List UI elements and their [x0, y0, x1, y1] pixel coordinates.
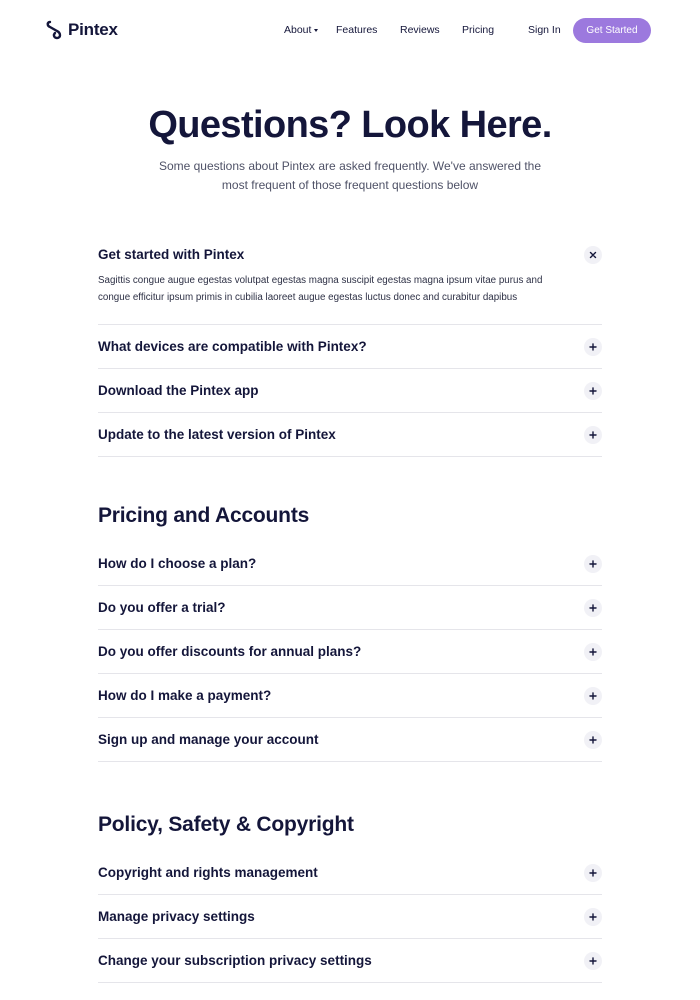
- plus-icon[interactable]: [584, 952, 602, 970]
- faq-question-toggle[interactable]: [98, 233, 602, 276]
- faq-question: Do you offer a trial?: [98, 600, 226, 615]
- sign-in-link[interactable]: [528, 24, 561, 36]
- faq-question: Do you offer discounts for annual plans?: [98, 644, 362, 659]
- faq-item: [98, 674, 602, 718]
- nav-pricing-label: Pricing: [462, 24, 495, 36]
- faq-item: [98, 369, 602, 413]
- faq-question-toggle[interactable]: [98, 586, 602, 629]
- faq-item: [98, 542, 602, 586]
- faq-question: Get started with Pintex: [98, 247, 245, 262]
- faq-item: [98, 851, 602, 895]
- faq-question-toggle[interactable]: [98, 895, 602, 938]
- nav-about[interactable]: [284, 24, 318, 36]
- sign-in-label: Sign In: [528, 24, 561, 36]
- faq-question-toggle[interactable]: [98, 851, 602, 894]
- nav-features[interactable]: [336, 24, 377, 36]
- plus-icon[interactable]: [584, 731, 602, 749]
- site-header: [0, 0, 700, 62]
- nav-about-label: About: [284, 24, 312, 36]
- faq-answer-line: Sagittis congue augue egestas volutpat egestas magna suscipit egestas magna ipsum vitae purus and: [98, 275, 543, 286]
- faq-item: [98, 325, 602, 369]
- page-subtitle: [150, 157, 550, 195]
- plus-icon[interactable]: [584, 908, 602, 926]
- faq-question: How do I make a payment?: [98, 688, 272, 703]
- faq-answer-line: congue efficitur ipsum primis in cubilia laoreet augue egestas luctus donec and curabitur dapibus: [98, 292, 518, 303]
- faq-question: Change your subscription privacy settings: [98, 953, 372, 968]
- page-title: Questions? Look Here.: [148, 104, 552, 146]
- faq-group-pricing: [98, 542, 602, 762]
- plus-icon[interactable]: [584, 864, 602, 882]
- nav-features-label: Features: [336, 24, 378, 36]
- faq-question-toggle[interactable]: [98, 369, 602, 412]
- subtitle-line: most frequent of those frequent questions below: [221, 178, 479, 192]
- faq-question-toggle[interactable]: [98, 413, 602, 456]
- faq-question: Sign up and manage your account: [98, 732, 319, 747]
- plus-icon[interactable]: [584, 426, 602, 444]
- faq-question-toggle[interactable]: [98, 939, 602, 982]
- faq-question: Update to the latest version of Pintex: [98, 427, 336, 442]
- plus-icon[interactable]: [584, 338, 602, 356]
- faq-question-toggle[interactable]: [98, 542, 602, 585]
- faq-item: [98, 939, 602, 983]
- faq-question-toggle[interactable]: [98, 630, 602, 673]
- plus-icon[interactable]: [584, 643, 602, 661]
- subtitle-line: Some questions about Pintex are asked frequently. We've answered the: [158, 159, 542, 173]
- section-title: Pricing and Accounts: [98, 504, 310, 527]
- faq-item: [98, 233, 602, 325]
- faq-item: [98, 413, 602, 457]
- plus-icon[interactable]: [584, 382, 602, 400]
- section-title: Policy, Safety & Copyright: [98, 813, 354, 836]
- plus-icon[interactable]: [584, 599, 602, 617]
- nav-reviews[interactable]: [400, 24, 440, 36]
- plus-icon[interactable]: [584, 687, 602, 705]
- faq-item: [98, 586, 602, 630]
- faq-question: What devices are compatible with Pintex?: [98, 339, 367, 354]
- faq-group-policy: [98, 851, 602, 983]
- close-icon[interactable]: [584, 246, 602, 264]
- faq-item: [98, 630, 602, 674]
- logo-text: Pintex: [68, 20, 118, 39]
- faq-question-toggle[interactable]: [98, 674, 602, 717]
- nav-pricing[interactable]: [462, 24, 494, 36]
- nav-reviews-label: Reviews: [400, 24, 440, 36]
- faq-question: Copyright and rights management: [98, 865, 318, 880]
- faq-question-toggle[interactable]: [98, 718, 602, 761]
- faq-answer: [98, 272, 602, 324]
- faq-question: How do I choose a plan?: [98, 556, 257, 571]
- faq-question: Download the Pintex app: [98, 383, 259, 398]
- faq-question: Manage privacy settings: [98, 909, 255, 924]
- faq-item: [98, 718, 602, 762]
- faq-group-getting-started: [98, 233, 602, 457]
- plus-icon[interactable]: [584, 555, 602, 573]
- faq-item: [98, 895, 602, 939]
- faq-question-toggle[interactable]: [98, 325, 602, 368]
- get-started-button[interactable]: Get Started: [573, 18, 651, 43]
- chevron-down-icon: [314, 29, 318, 32]
